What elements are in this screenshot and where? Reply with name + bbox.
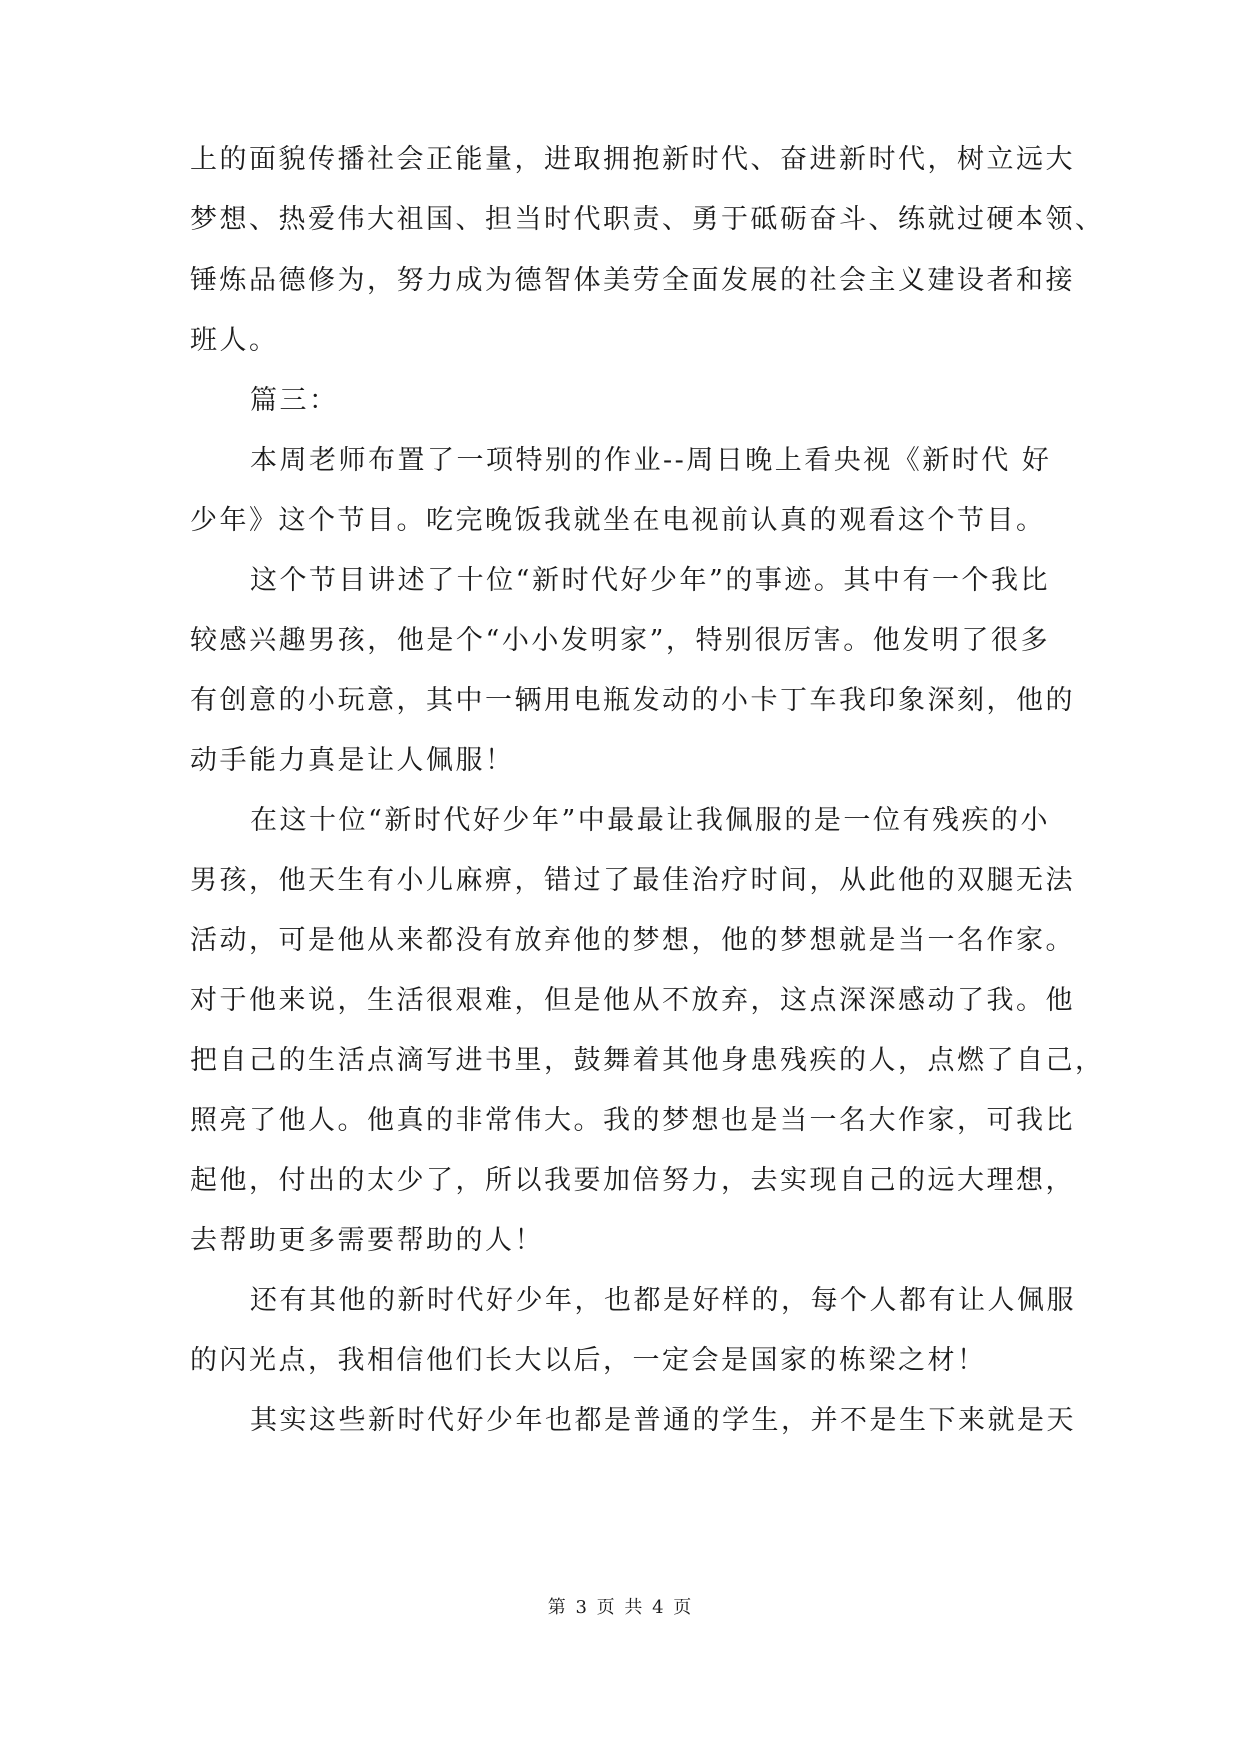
body-line: 在这十位“新时代好少年”中最最让我佩服的是一位有残疾的小: [250, 805, 1050, 836]
body-line: 对于他来说，生活很艰难，但是他从不放弃，这点深深感动了我。他: [190, 985, 1075, 1016]
body-line: 梦想、热爱伟大祖国、担当时代职责、勇于砥砺奋斗、练就过硬本领、: [190, 204, 1105, 235]
page-number-footer: 第 3 页 共 4 页: [547, 1597, 694, 1618]
body-line: 的闪光点，我相信他们长大以后，一定会是国家的栋梁之材！: [190, 1345, 987, 1376]
body-line: 有创意的小玩意，其中一辆用电瓶发动的小卡丁车我印象深刻，他的: [190, 685, 1075, 716]
body-line: 还有其他的新时代好少年，也都是好样的，每个人都有让人佩服: [250, 1285, 1076, 1316]
body-line: 锤炼品德修为，努力成为德智体美劳全面发展的社会主义建设者和接: [190, 265, 1075, 296]
body-line: 本周老师布置了一项特别的作业--周日晚上看央视《新时代 好: [250, 445, 1052, 476]
body-line: 男孩，他天生有小儿麻痹，错过了最佳治疗时间，从此他的双腿无法: [190, 865, 1075, 896]
body-line: 其实这些新时代好少年也都是普通的学生，并不是生下来就是天: [250, 1405, 1076, 1436]
body-line: 这个节目讲述了十位“新时代好少年”的事迹。其中有一个我比: [250, 565, 1050, 596]
body-line: 去帮助更多需要帮助的人！: [190, 1225, 544, 1256]
section-heading: 篇三：: [250, 385, 339, 416]
body-line: 少年》这个节目。吃完晚饭我就坐在电视前认真的观看这个节目。: [190, 505, 1046, 536]
body-line: 照亮了他人。他真的非常伟大。我的梦想也是当一名大作家，可我比: [190, 1105, 1075, 1136]
body-line: 把自己的生活点滴写进书里，鼓舞着其他身患残疾的人，点燃了自己，: [190, 1045, 1105, 1076]
body-line: 动手能力真是让人佩服！: [190, 745, 515, 776]
body-line: 班人。: [190, 325, 279, 356]
body-line: 上的面貌传播社会正能量，进取拥抱新时代、奋进新时代，树立远大: [190, 144, 1075, 175]
body-line: 较感兴趣男孩，他是个“小小发明家”，特别很厉害。他发明了很多: [190, 625, 1050, 656]
body-line: 活动，可是他从来都没有放弃他的梦想，他的梦想就是当一名作家。: [190, 925, 1075, 956]
body-line: 起他，付出的太少了，所以我要加倍努力，去实现自己的远大理想，: [190, 1165, 1075, 1196]
